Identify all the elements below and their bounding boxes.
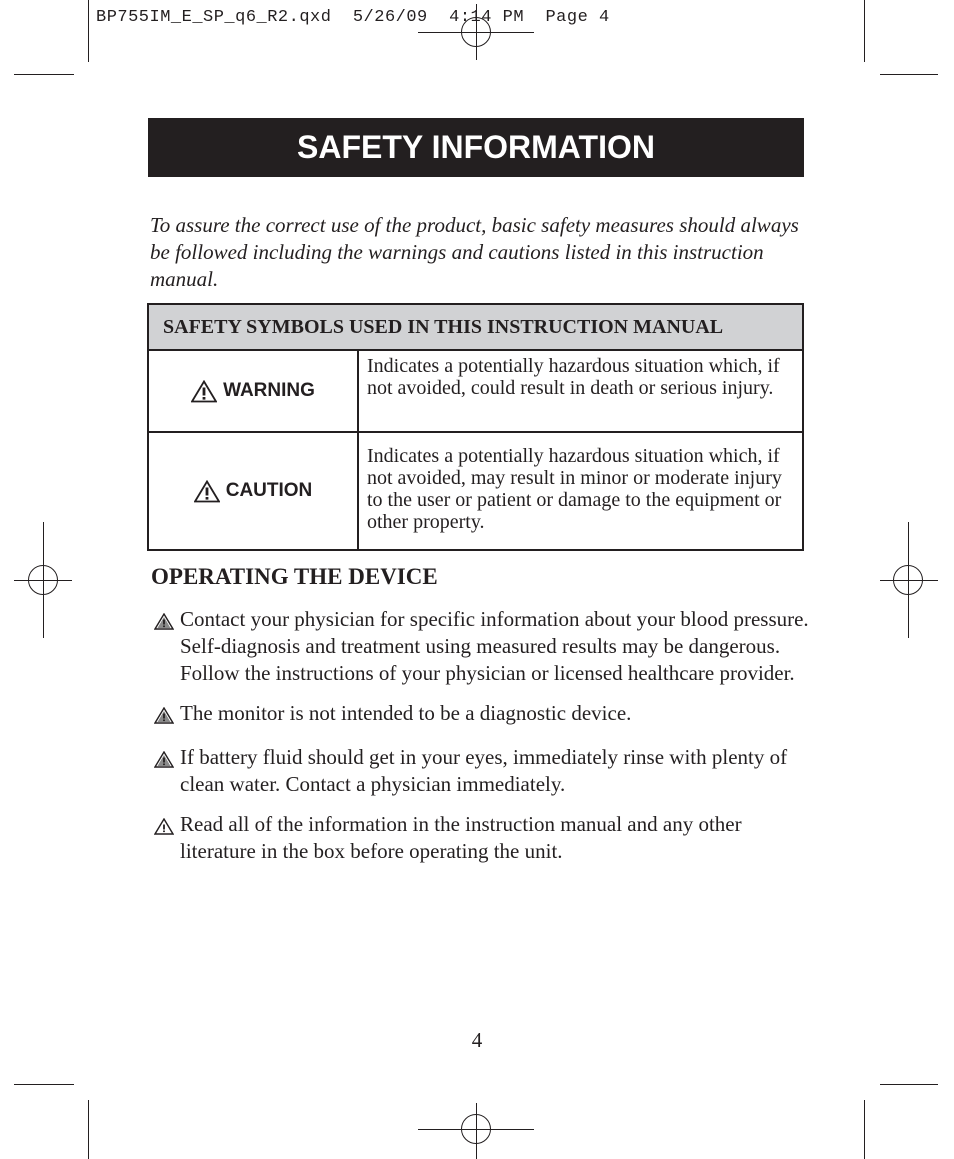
file-slug: BP755IM_E_SP_q6_R2.qxd 5/26/09 4:14 PM Page 4 — [96, 8, 610, 27]
crop-mark — [14, 74, 74, 75]
table-row — [149, 433, 802, 549]
intro-paragraph: To assure the correct use of the product, basic safety measures should always be followed including the warnings and cautions listed in this instruction manual. — [150, 213, 799, 291]
registration-circle — [893, 565, 923, 595]
list-item — [154, 744, 814, 798]
table-header: SAFETY SYMBOLS USED IN THIS INSTRUCTION MANUAL — [149, 305, 802, 351]
safety-symbols-table — [147, 303, 804, 551]
warning-triangle-icon — [154, 751, 174, 768]
crop-mark — [880, 74, 938, 75]
registration-circle — [461, 1114, 491, 1144]
warning-triangle-icon — [154, 707, 174, 724]
warning-triangle-icon — [154, 818, 174, 835]
crop-mark — [88, 0, 89, 62]
crop-mark — [880, 1084, 938, 1085]
list-item — [154, 700, 814, 731]
warning-description: Indicates a potentially hazardous situation which, if not avoided, could result in death or serious injury. — [367, 355, 780, 399]
crop-mark — [14, 1084, 74, 1085]
list-item-text: Read all of the information in the instruction manual and any other literature in the box before operating the unit. — [180, 812, 742, 863]
list-item-text: Contact your physician for specific information about your blood pressure. Self-diagnosis and treatment using measured results may be dangerous. Follow the instructions of your physician or licensed healthcare provider. — [180, 607, 809, 685]
caution-label: CAUTION — [225, 480, 313, 501]
list-item — [154, 606, 814, 687]
crop-mark — [864, 1100, 865, 1159]
page-number: 4 — [471, 1028, 483, 1052]
warning-triangle-icon — [194, 480, 220, 503]
table-row — [149, 351, 802, 433]
operating-list — [154, 606, 814, 878]
caution-label-cell — [149, 433, 359, 549]
warning-label: WARNING — [223, 380, 315, 401]
warning-triangle-icon — [154, 613, 174, 630]
warning-triangle-icon — [191, 380, 217, 403]
list-item — [154, 811, 814, 865]
crop-mark — [864, 0, 865, 62]
registration-circle — [28, 565, 58, 595]
crop-mark — [88, 1100, 89, 1159]
list-item-text: If battery fluid should get in your eyes, immediately rinse with plenty of clean water. Contact a physician immediately. — [180, 745, 788, 796]
list-item-text: The monitor is not intended to be a diagnostic device. — [180, 701, 632, 725]
page-title: SAFETY INFORMATION — [297, 129, 655, 165]
section-heading: OPERATING THE DEVICE — [151, 564, 438, 589]
title-banner — [148, 118, 804, 177]
caution-description: Indicates a potentially hazardous situation which, if not avoided, may result in minor or moderate injury to the user or patient or damage to the equipment or other property. — [367, 445, 782, 533]
warning-label-cell — [149, 351, 359, 431]
